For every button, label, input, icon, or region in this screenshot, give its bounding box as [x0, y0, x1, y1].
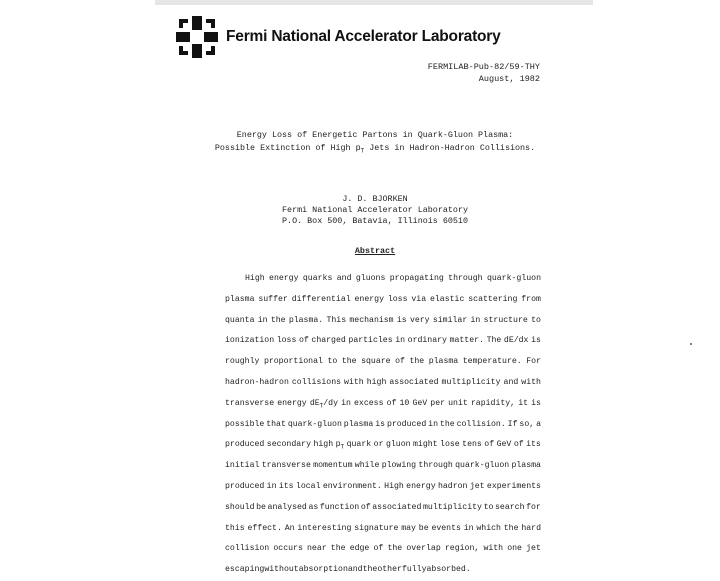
- abstract-word: gluons: [355, 274, 386, 283]
- abstract-word: 10: [399, 398, 410, 408]
- abstract-word: function: [319, 502, 360, 512]
- abstract-word: proportional: [263, 357, 323, 367]
- abstract-word: escaping: [225, 565, 265, 575]
- abstract-word: transverse: [261, 461, 311, 471]
- abstract-word: interesting: [297, 523, 352, 533]
- abstract-word: mechanism: [349, 315, 394, 325]
- abstract-word: For: [526, 357, 541, 367]
- abstract-word: jet: [469, 481, 485, 491]
- abstract-word: collision.: [456, 419, 506, 429]
- abstract-word: secondary: [266, 440, 312, 450]
- abstract-word: events: [431, 523, 461, 533]
- abstract-word: its: [526, 440, 541, 450]
- abstract-word: be: [256, 502, 266, 512]
- abstract-line: [225, 415, 541, 436]
- abstract-word: plasma: [511, 461, 541, 471]
- abstract-line: [225, 498, 541, 519]
- abstract-word: temperature.: [462, 357, 522, 367]
- abstract-word: overlap: [406, 544, 441, 554]
- abstract-word: the: [387, 544, 403, 554]
- abstract-word: signature: [354, 523, 399, 533]
- abstract-word: collisions: [291, 377, 342, 387]
- author-name: J. D. BJORKEN: [342, 194, 408, 204]
- abstract-word: analysed: [267, 502, 307, 512]
- abstract-word: via: [411, 294, 427, 304]
- abstract-word: is: [531, 336, 541, 346]
- abstract-word: with: [483, 544, 504, 554]
- report-number: FERMILAB-Pub-82/59-THY: [427, 62, 540, 72]
- abstract-word: multiplicity: [423, 502, 482, 512]
- abstract-word: energy: [406, 481, 436, 491]
- abstract-word: quanta: [225, 315, 255, 325]
- abstract-word: If: [507, 419, 518, 429]
- abstract-line: [225, 519, 541, 540]
- abstract-word: GeV: [412, 398, 428, 408]
- abstract-word: experiments: [486, 481, 541, 491]
- abstract-word: it: [518, 398, 529, 408]
- abstract-word: plasma: [343, 419, 374, 429]
- title-line-2-subscript: T: [360, 147, 365, 155]
- abstract-word: of: [298, 336, 309, 346]
- abstract-word: from: [521, 294, 541, 304]
- abstract-word: a: [536, 419, 541, 429]
- abstract-word: environment.: [322, 481, 382, 491]
- abstract-word: GeV: [496, 440, 512, 450]
- abstract-word: structure: [483, 315, 528, 325]
- abstract-word: to: [483, 502, 494, 512]
- abstract-word: quarks: [302, 274, 333, 283]
- report-info: [428, 61, 540, 85]
- abstract-word: effect.: [247, 523, 282, 533]
- abstract-word: gluon: [385, 440, 411, 450]
- abstract-word: hadron: [437, 481, 468, 491]
- abstract-word: in: [428, 419, 438, 429]
- abstract-word: matter.: [449, 336, 484, 346]
- abstract-word: the: [439, 419, 455, 429]
- author-block: [160, 194, 590, 227]
- abstract-word: through: [448, 274, 483, 283]
- abstract-word: momentum: [313, 461, 353, 471]
- paper-title: [160, 129, 590, 158]
- abstract-word: unit: [448, 398, 468, 408]
- abstract-word: the: [409, 357, 425, 367]
- abstract-word: transverse: [225, 398, 275, 408]
- abstract-word: in: [341, 398, 351, 408]
- title-line-2-prefix: Possible Extinction of High p: [214, 143, 361, 153]
- abstract-word: hard: [521, 523, 541, 533]
- abstract-line: [225, 394, 541, 415]
- abstract-word: per: [430, 398, 446, 408]
- abstract-word: the: [362, 565, 378, 575]
- abstract-word: plasma.: [288, 315, 324, 325]
- fermilab-logo-icon: [176, 16, 218, 58]
- document-page: [160, 6, 590, 575]
- abstract-word: excess: [354, 398, 384, 408]
- abstract-word: of: [395, 357, 405, 367]
- abstract-word: the: [341, 357, 357, 367]
- abstract-word: energy: [269, 274, 299, 283]
- abstract-word: the: [503, 523, 519, 533]
- abstract-word: the: [330, 544, 346, 554]
- abstract-word: tens: [462, 440, 482, 450]
- abstract-word: rapidity,: [470, 398, 516, 408]
- abstract-word: plasma: [225, 294, 255, 304]
- abstract-word: of: [513, 440, 524, 450]
- abstract-line: [225, 331, 541, 352]
- abstract-word: is: [531, 398, 541, 408]
- abstract-word: to: [531, 315, 541, 325]
- abstract-word: possible: [225, 419, 265, 429]
- abstract-word: propagating: [389, 274, 444, 283]
- abstract-word: is: [396, 315, 407, 325]
- abstract-word: An: [284, 523, 295, 533]
- abstract-word: be: [418, 523, 429, 533]
- abstract-word: of: [484, 440, 495, 450]
- title-line-2-suffix: Jets in Hadron-Hadron Collisions.: [364, 143, 536, 153]
- abstract-word: and: [336, 274, 352, 283]
- abstract-word: scattering: [468, 294, 518, 304]
- abstract-word: and: [503, 377, 519, 387]
- abstract-word: collision: [225, 544, 270, 554]
- abstract-word: occurs: [273, 544, 303, 554]
- abstract-word: High: [384, 481, 404, 491]
- abstract-word: high: [313, 440, 334, 450]
- abstract-word: high: [366, 377, 387, 387]
- abstract-word: The: [486, 336, 502, 346]
- abstract-word: quark-gluon: [486, 274, 541, 283]
- title-line-1: Energy Loss of Energetic Partons in Quark-Gluon Plasma:: [236, 130, 514, 140]
- abstract-word: region,: [444, 544, 480, 554]
- abstract-line: [225, 435, 541, 456]
- abstract-word: particles: [348, 336, 393, 346]
- abstract-word: its: [278, 481, 294, 491]
- abstract-word: near: [307, 544, 327, 554]
- abstract-word: through: [418, 461, 453, 471]
- abstract-word: quark-gluon: [287, 419, 342, 429]
- abstract-word: energy: [277, 398, 307, 408]
- abstract-word: might: [413, 440, 438, 450]
- abstract-word: charged: [311, 336, 346, 346]
- abstract-word: in: [470, 315, 481, 325]
- abstract-line: [225, 477, 541, 498]
- abstract-word: without: [264, 565, 299, 575]
- author-affiliation: Fermi National Accelerator Laboratory: [282, 205, 468, 215]
- abstract-word: associated: [389, 377, 439, 387]
- abstract-word: that: [266, 419, 286, 429]
- abstract-word: with: [521, 377, 541, 387]
- abstract-word: of: [373, 544, 384, 554]
- abstract-word: plowing: [381, 461, 417, 471]
- report-date: August, 1982: [478, 74, 540, 84]
- abstract-word: energy: [354, 294, 384, 304]
- abstract-word: roughly: [225, 357, 260, 367]
- abstract-word: loss: [387, 294, 408, 304]
- abstract-word: similar: [432, 315, 468, 325]
- abstract-word: while: [354, 461, 380, 471]
- abstract-line: [225, 373, 541, 394]
- abstract-word: of: [360, 502, 371, 512]
- abstract-word: ordinary: [407, 336, 447, 346]
- abstract-word: $p_T$: [335, 440, 345, 452]
- abstract-word: this: [225, 523, 245, 533]
- abstract-body: [225, 269, 541, 581]
- abstract-word: other: [377, 565, 402, 575]
- abstract-line: [225, 539, 541, 560]
- abstract-word: of: [386, 398, 397, 408]
- abstract-word: in: [395, 336, 406, 346]
- abstract-word: jet: [526, 544, 541, 554]
- abstract-word: for: [526, 502, 541, 512]
- abstract-word: suffer: [258, 294, 288, 304]
- abstract-word: ionization: [225, 336, 275, 346]
- abstract-word: search: [495, 502, 525, 512]
- abstract-word: This: [326, 315, 347, 325]
- abstract-word: may: [401, 523, 416, 533]
- abstract-word: edge: [349, 544, 370, 554]
- abstract-line: [225, 269, 541, 290]
- lab-name: Fermi National Accelerator Laboratory: [226, 28, 501, 45]
- abstract-word: so,: [519, 419, 535, 429]
- abstract-word: initial: [225, 461, 260, 471]
- abstract-word: with: [344, 377, 364, 387]
- abstract-line: [225, 560, 541, 581]
- abstract-word: lose: [440, 440, 460, 450]
- abstract-word: is: [375, 419, 386, 429]
- abstract-word: produced: [225, 440, 265, 450]
- author-address: P.O. Box 500, Batavia, Illinois 60510: [282, 216, 468, 226]
- abstract-word: multiplicity: [441, 377, 501, 387]
- abstract-word: absorption: [298, 565, 348, 575]
- abstract-word: hadron-hadron: [225, 377, 289, 387]
- abstract-word: or: [373, 440, 384, 450]
- abstract-word: in: [266, 481, 277, 491]
- abstract-word: the: [270, 315, 286, 325]
- abstract-word: square: [361, 357, 391, 367]
- abstract-word: local: [295, 481, 321, 491]
- abstract-word: produced: [225, 481, 265, 491]
- abstract-word: associated: [372, 502, 422, 512]
- abstract-line: [225, 290, 541, 311]
- abstract-word: dE/dx: [503, 336, 529, 346]
- abstract-word: very: [409, 315, 430, 325]
- abstract-word: $dE_T/dy$: [309, 398, 338, 410]
- lab-header: [176, 16, 501, 58]
- abstract-word: in: [463, 523, 474, 533]
- abstract-word: loss: [276, 336, 297, 346]
- abstract-word: in: [257, 315, 268, 325]
- title-line-2: [160, 142, 590, 158]
- abstract-word: differential: [291, 294, 351, 304]
- abstract-word: quark: [346, 440, 372, 450]
- abstract-word: High: [245, 274, 265, 283]
- abstract-word: should: [225, 502, 255, 512]
- abstract-word: fully: [401, 565, 427, 575]
- abstract-word: one: [507, 544, 522, 554]
- abstract-line: [225, 311, 541, 332]
- abstract-heading: Abstract: [354, 246, 396, 256]
- abstract-word: absorbed.: [426, 565, 471, 575]
- abstract-word: which: [476, 523, 501, 533]
- top-edge-strip: [155, 0, 593, 5]
- scan-speck: [690, 343, 692, 345]
- abstract-word: and: [347, 565, 363, 575]
- abstract-word: elastic: [429, 294, 465, 304]
- abstract-line: [225, 352, 541, 373]
- abstract-word: produced: [386, 419, 427, 429]
- abstract-word: quark-gluon: [455, 461, 510, 471]
- abstract-word: to: [327, 357, 338, 367]
- abstract-word: plasma: [428, 357, 459, 367]
- abstract-line: [225, 456, 541, 477]
- abstract-word: as: [308, 502, 319, 512]
